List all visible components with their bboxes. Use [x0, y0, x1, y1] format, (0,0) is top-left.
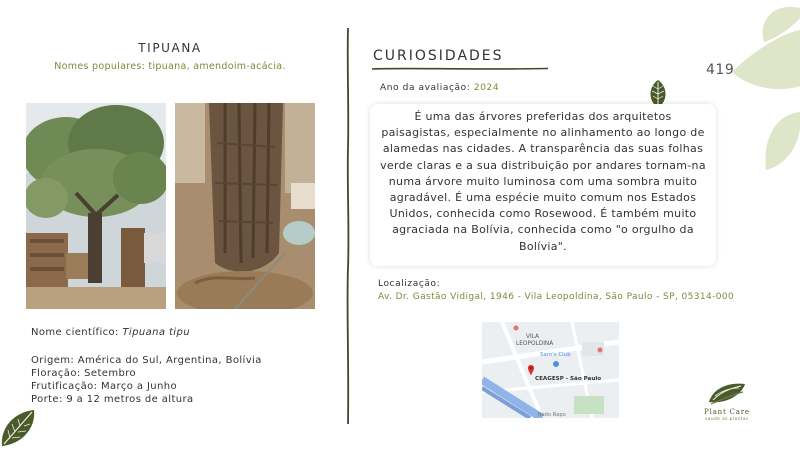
evaluation-year-value: 2024	[473, 83, 500, 93]
scientific-name	[31, 327, 190, 338]
section-title: CURIOSIDADES	[373, 48, 504, 64]
tree-title: TIPUANA	[138, 41, 202, 55]
scientific-name-value: Tipuana tipu	[122, 327, 190, 338]
fruiting: Frutificação: Março a Junho	[31, 381, 178, 392]
tree-facts	[31, 354, 262, 406]
location-label: Localização:	[378, 279, 441, 289]
map-poi-marker	[514, 326, 519, 331]
origin: Origem: América do Sul, Argentina, Bolívia	[31, 355, 262, 366]
map-bottom-label: Rodo Rapo	[538, 412, 566, 418]
plant-care-name: Plant Care	[704, 408, 750, 416]
curiosities-description	[370, 104, 716, 266]
map-poi-marker	[598, 348, 603, 353]
map-poi-label: Sam's Club	[540, 352, 571, 358]
section-title-underline	[372, 66, 548, 72]
size: Porte: 9 a 12 metros de altura	[31, 394, 194, 405]
plant-care-leaf-icon	[705, 380, 749, 406]
map-pin-label: CEAGESP - São Paulo	[535, 376, 602, 382]
location-map[interactable]	[482, 322, 619, 418]
decorative-leaf-bottom-left	[0, 402, 44, 448]
scientific-name-label: Nome científico:	[31, 327, 119, 338]
page-number: 419	[706, 62, 735, 78]
flowering: Floração: Setembro	[31, 368, 137, 379]
tree-photo-trunk	[175, 103, 315, 309]
map-district-line2: LEOPOLDINA	[516, 341, 554, 347]
sams-club-marker[interactable]	[553, 361, 559, 367]
evaluation-year-label: Ano da avaliação:	[380, 83, 471, 93]
tree-photo-canopy	[26, 103, 166, 309]
plant-care-logo	[694, 380, 760, 426]
column-divider	[345, 28, 351, 424]
location-address: Av. Dr. Gastão Vidigal, 1946 - Vila Leopoldina, São Paulo - SP, 05314-000	[378, 292, 735, 302]
evaluation-year	[380, 83, 499, 93]
plant-care-tagline: saude as plantas	[705, 416, 749, 421]
map-district-line1: VILA	[526, 334, 540, 340]
description-text: É uma das árvores preferidas dos arquitetos paisagistas, especialmente no alinhamento ao longo de alamedas nas cidades. A transparência das suas folhas verde claras e a sua distribuição por andares tornam-na numa árvore muito luminosa com uma sombra muito agradável. É uma espécie muito comum nos Estados Unidos, conhecida como Rosewood. É também muito agraciada na Bolívia, conhecida como "o orgulho da Bolívia".	[380, 110, 706, 253]
popular-names: Nomes populares: tipuana, amendoim-acácia.	[54, 61, 286, 72]
